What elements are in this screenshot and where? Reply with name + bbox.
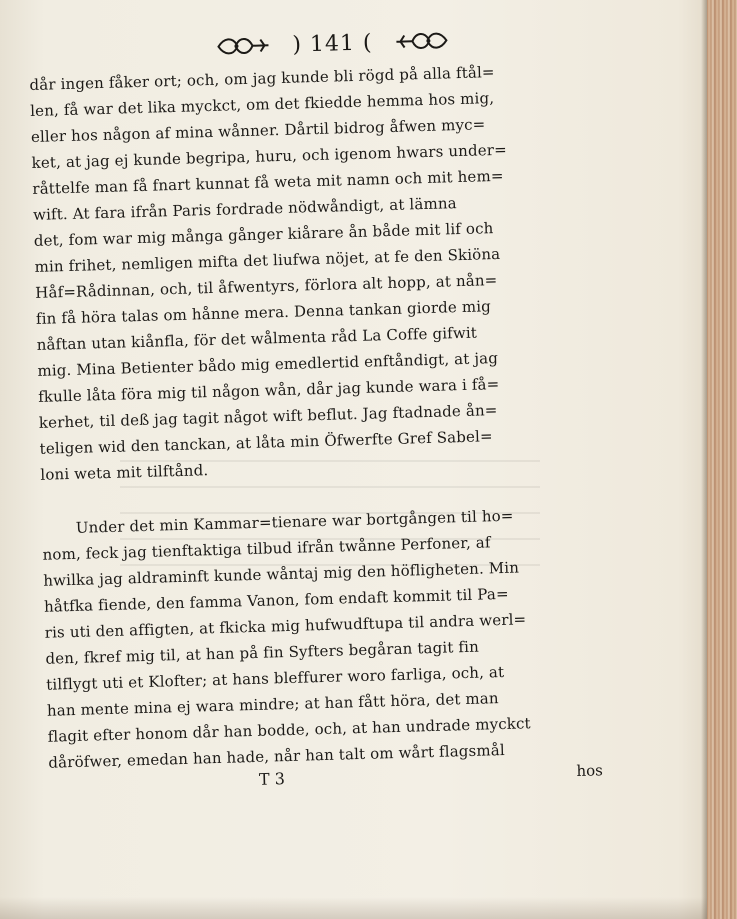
- text-line: det, fom war mig många gånger kiårare ån både mit lif och: [33, 219, 494, 250]
- text-line: flagit efter honom dår han bodde, och, at han undrade myckct: [47, 714, 531, 746]
- text-line: teligen wid den tanckan, at låta min Öfwerfte Gref Sabel=: [39, 427, 493, 458]
- text-line: han mente mina ej wara mindre; at han fått höra, det man: [46, 689, 499, 720]
- text-line: råttelfe man få fnart kunnat få weta mit namn och mit hem=: [32, 166, 504, 198]
- text-line: håtfka fiende, den famma Vanon, fom endaft kommit til Pa=: [43, 584, 509, 616]
- catchword: hos: [576, 761, 604, 780]
- text-line: Under det min Kammar=tienare war bortgången til ho=: [75, 506, 514, 537]
- text-line: tilflygt uti et Klofter; at hans bleffurer woro farliga, och, at: [45, 662, 505, 694]
- left-ornament-icon: [214, 34, 273, 58]
- text-line: loni weta mit tilftånd.: [40, 461, 209, 484]
- page-edges: [707, 0, 737, 919]
- page-number: ) 141 (: [292, 29, 373, 58]
- text-line: dår ingen fåker ort; och, om jag kunde bli rögd på alla ftål=: [29, 62, 495, 94]
- text-line: fkulle låta föra mig til någon wån, dår jag kunde wara i få=: [37, 374, 500, 406]
- text-line: kerhet, til deß jag tagit något wift beflut. Jag ftadnade ån=: [38, 401, 498, 432]
- text-line: fin få höra talas om hånne mera. Denna tankan giorde mig: [35, 297, 492, 328]
- paragraph-2: [42, 501, 597, 776]
- text-line: min frihet, nemligen mifta det liufwa nöjet, at fe den Skiöna: [34, 244, 501, 276]
- text-line: dåröfwer, emedan han hade, når han talt om wårt flagsmål: [48, 740, 506, 772]
- text-line: ris uti den affigten, at fkicka mig hufwudftupa til andra werl=: [44, 610, 527, 642]
- text-line: nåftan utan kiånfla, för det wålmenta råd La Coffe gifwit: [36, 323, 478, 354]
- text-line: eller hos någon af mina wånner. Dårtil bidrog åfwen myc=: [30, 115, 486, 146]
- text-block: [28, 17, 604, 802]
- text-line: nom, feck jag tienftaktiga tilbud ifrån twånne Perfoner, af: [42, 533, 491, 564]
- right-ornament-icon: [392, 29, 451, 53]
- text-line: hwilka jag aldraminft kunde wåntaj mig den höfligheten. Min: [43, 558, 520, 590]
- page-shadow: [0, 897, 707, 919]
- text-line: mig. Mina Betienter bådo mig emedlertid enftåndigt, at jag: [37, 349, 499, 380]
- text-line: wift. At fara ifrån Paris fordrade nödwåndigt, at lämna: [32, 194, 457, 224]
- text-line: Håf=Rådinnan, och, til åfwentyrs, förlora alt hopp, at nån=: [35, 270, 498, 302]
- signature-mark: T 3: [258, 769, 286, 789]
- text-line: den, fkref mig til, at han på fin Syfters begåran tagit fin: [45, 637, 480, 668]
- text-line: ket, at jag ej kunde begripa, huru, och igenom hwars under=: [31, 140, 508, 172]
- paragraph-1: [29, 57, 588, 488]
- text-line: len, få war det lika myckct, om det fkiedde hemma hos mig,: [29, 89, 495, 120]
